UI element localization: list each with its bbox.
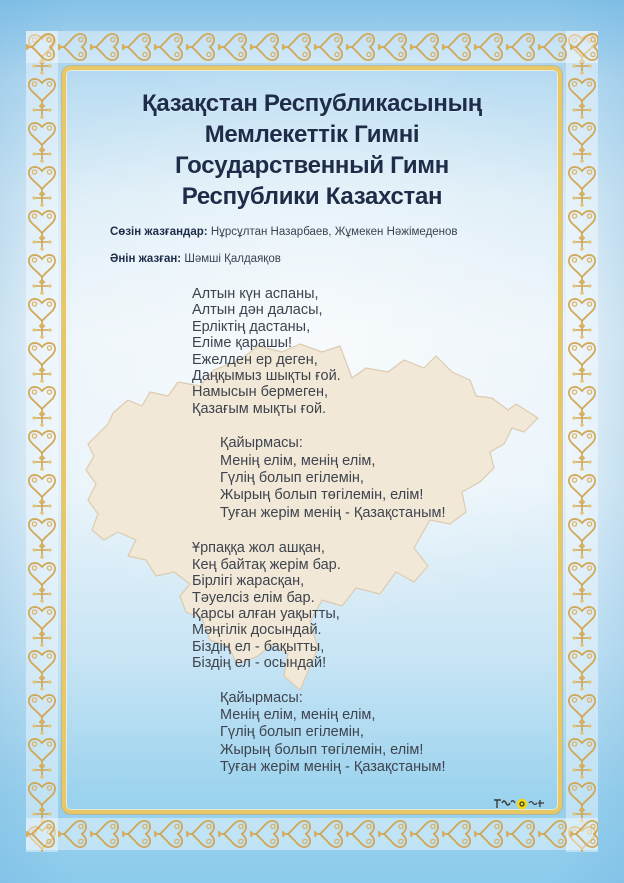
credit-row: [110, 253, 458, 265]
title-line: Республики Казахстан: [181, 183, 443, 210]
lyric-line: Даңқымыз шықты ғой.: [192, 368, 341, 385]
lyric-line: Алтын күн аспаны,: [192, 286, 319, 302]
lyrics: [192, 286, 532, 795]
credit-label: Әнін жазған:: [110, 253, 182, 265]
chorus-stanza: [192, 435, 532, 522]
lyric-line: Гүлің болып егілемін,: [220, 724, 364, 741]
lyric-line: Туған жерім менің - Қазақстаным!: [220, 504, 446, 521]
lyric-line: Ерліктің дастаны,: [192, 318, 311, 335]
lyric-line: Алтын дән даласы,: [192, 302, 323, 319]
lyric-line: Намысын бермеген,: [192, 384, 329, 401]
title-line: Қазақстан Республикасының: [142, 90, 482, 117]
lyric-line: Қазағым мықты ғой.: [192, 400, 327, 417]
lyric-line: Менің елім, менің елім,: [220, 452, 376, 469]
page-title: [0, 88, 624, 212]
lyric-line: Қайырмасы:: [220, 689, 303, 706]
lyric-line: Қайырмасы:: [220, 435, 303, 452]
lyric-line: Мәңгілік досындай.: [192, 622, 322, 639]
lyric-line: Жырың болып төгілемін, елім!: [220, 487, 424, 504]
lyric-line: Ұрпаққа жол ашқан,: [192, 540, 325, 557]
title-line: Мемлекеттік Гимні: [204, 121, 420, 148]
chorus-stanza: [192, 690, 532, 777]
verse-stanza: [192, 286, 532, 417]
lyric-line: Біздің ел - осындай!: [192, 655, 327, 672]
lyric-line: Еліме қарашы!: [192, 335, 293, 352]
credits: [110, 226, 458, 280]
lyric-line: Біздің ел - бақытты,: [192, 638, 325, 655]
credit-value: Нұрсұлтан Назарбаев, Жұмекен Нәжімеденов: [207, 226, 458, 238]
title-line: Государственный Гимн: [175, 152, 449, 179]
lyric-line: Тәуелсіз елім бар.: [192, 589, 315, 606]
verse-stanza: [192, 540, 532, 671]
kazakh-ornament-border-bottom: [26, 818, 598, 852]
publisher-logo-icon: [492, 794, 548, 812]
lyric-line: Бірлігі жарасқан,: [192, 573, 305, 590]
credit-label: Сөзін жазғандар:: [110, 226, 208, 238]
credit-row: [110, 226, 458, 238]
lyric-line: Жырың болып төгілемін, елім!: [220, 741, 424, 758]
lyric-line: Ежелден ер деген,: [192, 351, 318, 368]
kazakh-ornament-border-top: [26, 31, 598, 65]
lyric-line: Гүлің болып егілемін,: [220, 470, 364, 487]
lyric-line: Кең байтақ жерім бар.: [192, 556, 341, 573]
credit-value: Шәмші Қалдаяқов: [181, 253, 281, 265]
lyric-line: Туған жерім менің - Қазақстаным!: [220, 759, 446, 776]
lyric-line: Менің елім, менің елім,: [220, 706, 376, 723]
lyric-line: Қарсы алған уақытты,: [192, 605, 340, 622]
